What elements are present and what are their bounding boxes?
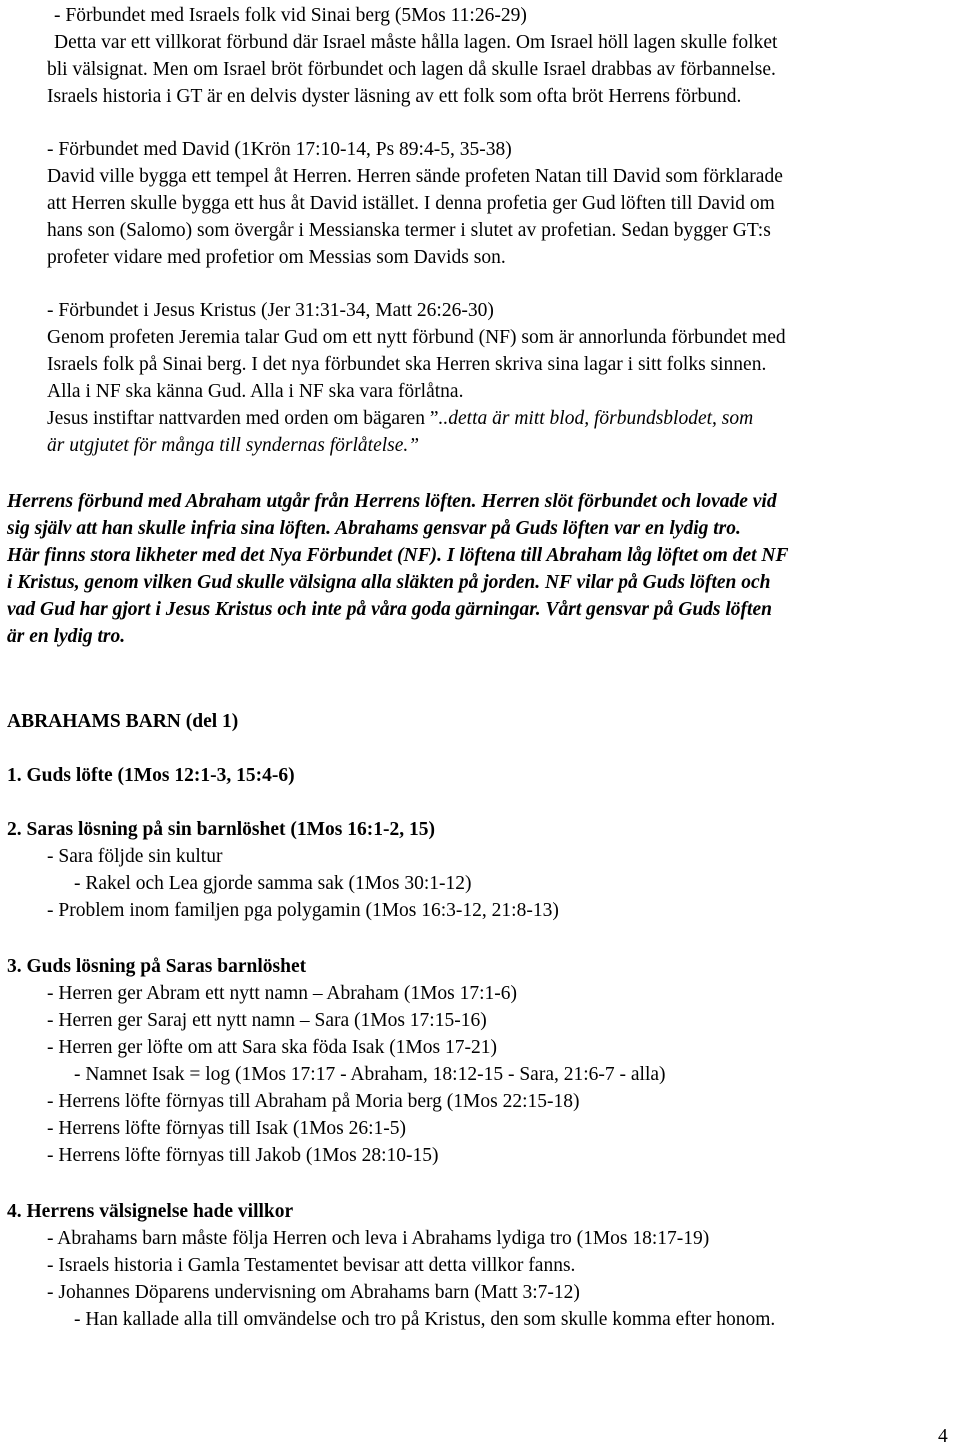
summary-line: är en lydig tro. (7, 626, 126, 647)
list-item: - Johannes Döparens undervisning om Abrahams barn (Matt 3:7-12) (47, 1282, 580, 1303)
list-item: - Namnet Isak = log (1Mos 17:17 - Abraham, 18:12-15 - Sara, 21:6-7 - alla) (74, 1064, 666, 1085)
summary-line: i Kristus, genom vilken Gud skulle välsigna alla släkten på jorden. NF vilar på Guds löften och (7, 572, 771, 593)
list-item: - Rakel och Lea gjorde samma sak (1Mos 30:1-12) (74, 873, 472, 894)
jesus-text-line: Israels folk på Sinai berg. I det nya förbundet ska Herren skriva sina lagar i sitt folks sinnen. (47, 354, 767, 375)
list-item: - Han kallade alla till omvändelse och tro på Kristus, den som skulle komma efter honom. (74, 1309, 776, 1330)
david-text-line: att Herren skulle bygga ett hus åt David istället. I denna profetia ger Gud löften till David om (47, 193, 775, 214)
sinai-text-line: bli välsignat. Men om Israel bröt förbundet och lagen då skulle Israel drabbas av förbannelse. (47, 59, 776, 80)
section-heading: 1. Guds löfte (1Mos 12:1-3, 15:4-6) (7, 765, 295, 786)
section-heading: 3. Guds lösning på Saras barnlöshet (7, 956, 307, 977)
section-title: ABRAHAMS BARN (del 1) (7, 711, 239, 732)
david-text-line: hans son (Salomo) som övergår i Messianska termer i slutet av profetian. Sedan bygger GT:s (47, 220, 771, 241)
list-item: - Herren ger löfte om att Sara ska föda Isak (1Mos 17-21) (47, 1037, 497, 1058)
david-text-line: David ville bygga ett tempel åt Herren. Herren sände profeten Natan till David som förklarade (47, 166, 783, 187)
david-text-line: profeter vidare med profetior om Messias som Davids son. (47, 247, 506, 268)
summary-line: Här finns stora likheter med det Nya Förbundet (NF). I löftena till Abraham låg löftet om det NF (7, 545, 789, 566)
list-item: - Herrens löfte förnyas till Isak (1Mos 26:1-5) (47, 1118, 407, 1139)
sinai-text-line: Detta var ett villkorat förbund där Israel måste hålla lagen. Om Israel höll lagen skulle folket (54, 32, 778, 53)
summary-line: sig själv att han skulle infria sina löften. Abrahams gensvar på Guds löften var en lydig tro. (7, 518, 741, 539)
list-item: - Herren ger Saraj ett nytt namn – Sara (1Mos 17:15-16) (47, 1010, 487, 1031)
list-item: - Abrahams barn måste följa Herren och leva i Abrahams lydiga tro (1Mos 18:17-19) (47, 1228, 710, 1249)
list-item: - Problem inom familjen pga polygamin (1Mos 16:3-12, 21:8-13) (47, 900, 559, 921)
jesus-text-line: Alla i NF ska känna Gud. Alla i NF ska vara förlåtna. (47, 381, 464, 402)
list-item: - Herrens löfte förnyas till Jakob (1Mos 28:10-15) (47, 1145, 439, 1166)
david-heading: - Förbundet med David (1Krön 17:10-14, Ps 89:4-5, 35-38) (47, 139, 512, 160)
jesus-heading: - Förbundet i Jesus Kristus (Jer 31:31-34, Matt 26:26-30) (47, 300, 494, 321)
summary-line: Herrens förbund med Abraham utgår från Herrens löften. Herren slöt förbundet och lovade vid (7, 491, 777, 512)
nattvard-quote: ..detta är mitt blod, förbundsblodet, som (438, 408, 754, 429)
list-item: - Herren ger Abram ett nytt namn – Abraham (1Mos 17:1-6) (47, 983, 518, 1004)
section-heading: 2. Saras lösning på sin barnlöshet (1Mos 16:1-2, 15) (7, 819, 435, 840)
page-number: 4 (938, 1426, 948, 1447)
list-item: - Herrens löfte förnyas till Abraham på Moria berg (1Mos 22:15-18) (47, 1091, 580, 1112)
section-heading: 4. Herrens välsignelse hade villkor (7, 1201, 294, 1222)
sinai-text-line: Israels historia i GT är en delvis dyster läsning av ett folk som ofta bröt Herrens förbund. (47, 86, 742, 107)
jesus-text-line (47, 407, 753, 431)
list-item: - Sara följde sin kultur (47, 846, 223, 867)
nattvard-text: Jesus instiftar nattvarden med orden om bägaren ” (47, 408, 439, 429)
sinai-heading: - Förbundet med Israels folk vid Sinai berg (5Mos 11:26-29) (54, 5, 527, 26)
jesus-text-line: Genom profeten Jeremia talar Gud om ett nytt förbund (NF) som är annorlunda förbundet med (47, 327, 786, 348)
nattvard-quote-end: är utgjutet för många till syndernas förlåtelse.” (47, 435, 420, 456)
list-item: - Israels historia i Gamla Testamentet bevisar att detta villkor fanns. (47, 1255, 576, 1276)
summary-line: vad Gud har gjort i Jesus Kristus och inte på våra goda gärningar. Vårt gensvar på Guds löften (7, 599, 772, 620)
